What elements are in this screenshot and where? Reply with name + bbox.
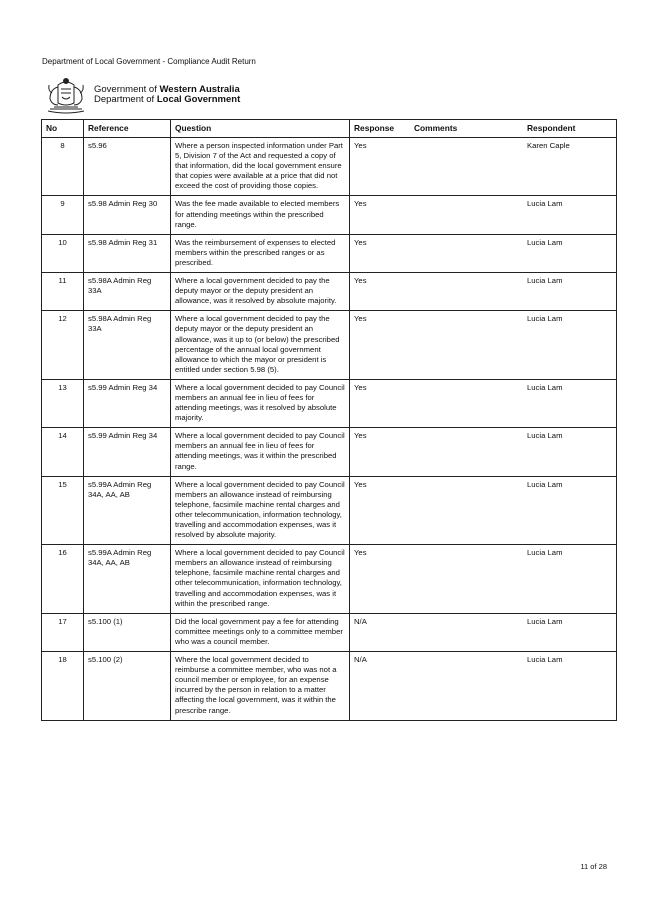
table-row	[42, 428, 617, 476]
row-response: Yes	[350, 196, 411, 234]
table-row	[42, 138, 617, 196]
row-comments	[410, 234, 523, 272]
row-respondent: Lucia Lam	[523, 311, 617, 380]
row-reference: s5.99 Admin Reg 34	[84, 428, 171, 476]
row-reference: s5.96	[84, 138, 171, 196]
row-question: Where a local government decided to pay Council members an allowance instead of reimbursing telephone, facsimile machine rental charges and other telecommunication, information technology, travelling and accommodation expenses, was it within the prescribed range.	[171, 545, 350, 614]
row-comments	[410, 613, 523, 651]
row-comments	[410, 545, 523, 614]
column-header-reference: Reference	[84, 120, 171, 138]
row-comments	[410, 311, 523, 380]
row-question: Was the reimbursement of expenses to elected members within the prescribed ranges or as prescribed.	[171, 234, 350, 272]
table-row	[42, 311, 617, 380]
row-reference: s5.98A Admin Reg 33A	[84, 311, 171, 380]
row-number: 10	[42, 234, 84, 272]
row-response: N/A	[350, 613, 411, 651]
row-respondent: Lucia Lam	[523, 613, 617, 651]
table-row	[42, 613, 617, 651]
row-respondent: Lucia Lam	[523, 234, 617, 272]
row-reference: s5.100 (1)	[84, 613, 171, 651]
row-comments	[410, 138, 523, 196]
row-number: 15	[42, 476, 84, 545]
row-response: N/A	[350, 652, 411, 721]
row-respondent: Lucia Lam	[523, 652, 617, 721]
row-reference: s5.100 (2)	[84, 652, 171, 721]
row-number: 18	[42, 652, 84, 721]
row-reference: s5.99 Admin Reg 34	[84, 379, 171, 427]
row-response: Yes	[350, 234, 411, 272]
table-header-row	[42, 120, 617, 138]
government-title: Government of Western Australia Department of Local Government	[94, 84, 241, 105]
row-comments	[410, 196, 523, 234]
row-question: Where a local government decided to pay Council members an annual fee in lieu of fees for attending meetings, was it within the prescribed range.	[171, 428, 350, 476]
row-response: Yes	[350, 138, 411, 196]
row-number: 14	[42, 428, 84, 476]
row-reference: s5.99A Admin Reg 34A, AA, AB	[84, 476, 171, 545]
row-respondent: Lucia Lam	[523, 196, 617, 234]
column-header-no: No	[42, 120, 84, 138]
department-name: Local Government	[156, 94, 241, 105]
row-number: 11	[42, 273, 84, 311]
row-question: Was the fee made available to elected members for attending meetings within the prescribed range.	[171, 196, 350, 234]
row-reference: s5.98A Admin Reg 33A	[84, 273, 171, 311]
table-row	[42, 196, 617, 234]
row-respondent: Lucia Lam	[523, 545, 617, 614]
page-number: 11 of 28	[580, 862, 607, 871]
column-header-respondent: Respondent	[523, 120, 617, 138]
column-header-comments: Comments	[410, 120, 523, 138]
wa-crest-icon	[44, 75, 88, 115]
row-question: Did the local government pay a fee for attending committee meetings only to a committee member who was a council member.	[171, 613, 350, 651]
column-header-response: Response	[350, 120, 411, 138]
document-header: Department of Local Government - Compliance Audit Return	[42, 57, 256, 66]
row-comments	[410, 652, 523, 721]
table-row	[42, 652, 617, 721]
row-respondent: Lucia Lam	[523, 428, 617, 476]
row-respondent: Karen Caple	[523, 138, 617, 196]
row-response: Yes	[350, 379, 411, 427]
state-name: Western Australia	[159, 84, 240, 95]
table-row	[42, 379, 617, 427]
government-logo-block	[44, 75, 240, 115]
row-question: Where a local government decided to pay Council members an annual fee in lieu of fees for attending meetings, was it resolved by absolute majority.	[171, 379, 350, 427]
table-row	[42, 234, 617, 272]
row-number: 12	[42, 311, 84, 380]
row-respondent: Lucia Lam	[523, 476, 617, 545]
row-number: 13	[42, 379, 84, 427]
column-header-question: Question	[171, 120, 350, 138]
row-reference: s5.98 Admin Reg 31	[84, 234, 171, 272]
row-reference: s5.98 Admin Reg 30	[84, 196, 171, 234]
row-comments	[410, 476, 523, 545]
compliance-audit-table	[41, 119, 617, 721]
table-row	[42, 273, 617, 311]
row-comments	[410, 273, 523, 311]
row-question: Where a local government decided to pay the deputy mayor or the deputy president an allowance, was it resolved by absolute majority.	[171, 273, 350, 311]
row-question: Where a local government decided to pay the deputy mayor or the deputy president an allowance, was it up to (or below) the prescribed percentage of the annual local government allowance to which the mayor or president is entitled under section 5.98 (5).	[171, 311, 350, 380]
row-reference: s5.99A Admin Reg 34A, AA, AB	[84, 545, 171, 614]
row-response: Yes	[350, 428, 411, 476]
table-row	[42, 476, 617, 545]
row-question: Where a person inspected information under Part 5, Division 7 of the Act and requested a copy of that information, did the local government ensure that copies were available at a price that did not exceed the cost of providing those copies.	[171, 138, 350, 196]
row-respondent: Lucia Lam	[523, 379, 617, 427]
row-response: Yes	[350, 273, 411, 311]
row-response: Yes	[350, 545, 411, 614]
row-number: 8	[42, 138, 84, 196]
row-number: 16	[42, 545, 84, 614]
row-number: 17	[42, 613, 84, 651]
row-number: 9	[42, 196, 84, 234]
row-comments	[410, 379, 523, 427]
row-response: Yes	[350, 476, 411, 545]
row-question: Where a local government decided to pay Council members an allowance instead of reimbursing telephone, facsimile machine rental charges and other telecommunication, information technology, travelling and accommodation expenses, was it resolved by absolute majority.	[171, 476, 350, 545]
row-question: Where the local government decided to reimburse a committee member, who was not a council member or employee, for an expense incurred by the person in relation to a matter affecting the local government, was it within the prescribe range.	[171, 652, 350, 721]
row-response: Yes	[350, 311, 411, 380]
row-comments	[410, 428, 523, 476]
row-respondent: Lucia Lam	[523, 273, 617, 311]
table-row	[42, 545, 617, 614]
